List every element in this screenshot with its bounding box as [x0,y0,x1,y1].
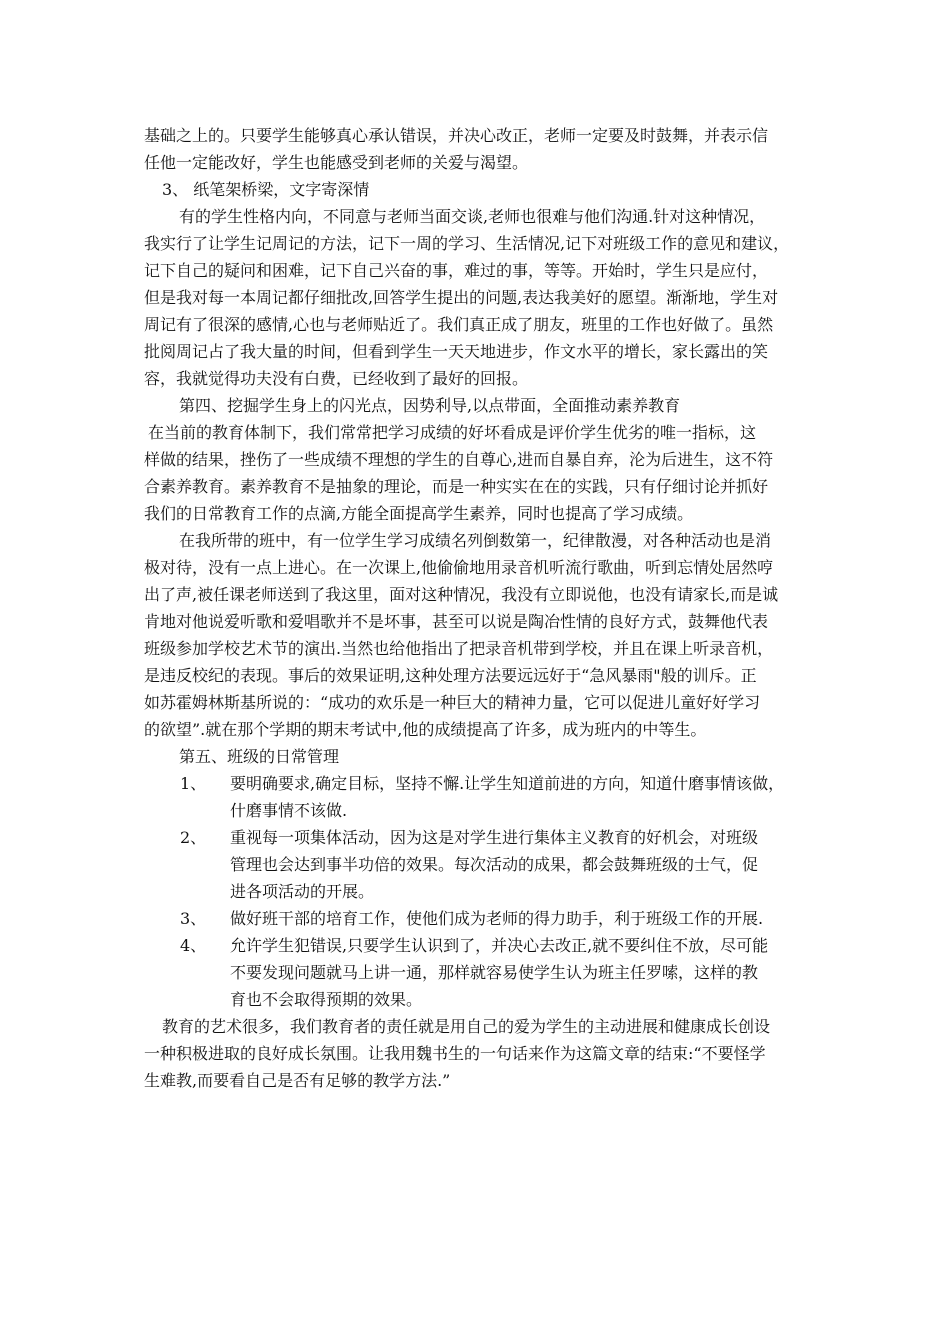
text-line: 做好班干部的培育工作，使他们成为老师的得力助手，利于班级工作的开展. [230,909,764,928]
text-line: 什磨事情不该做. [230,801,348,820]
text-line: 是违反校纪的表现。事后的效果证明,这种处理方法要远远好于“急风暴雨"般的训斥。正 [144,666,757,685]
text-line: 允许学生犯错误,只要学生认识到了，并决心去改正,就不要纠住不放，尽可能 [230,936,769,955]
text-line: 批阅周记占了我大量的时间，但看到学生一天天地进步，作文水平的增长，家长露出的笑 [144,342,769,361]
numbered-list [144,770,822,1013]
text-line: 重视每一项集体活动，因为这是对学生进行集体主义教育的好机会，对班级 [230,828,759,847]
paragraph-1 [144,122,822,176]
section-heading-4: 第四、挖掘学生身上的闪光点，因势利导,以点带面，全面推动素养教育 [179,396,681,415]
list-number: 2、 [180,828,207,847]
list-number: 4、 [180,936,207,955]
list-item [144,824,822,905]
text-line: 班级参加学校艺术节的演出.当然也给他指出了把录音机带到学校，并且在课上听录音机， [144,639,774,658]
list-number: 3、 [180,909,207,928]
paragraph-3 [144,419,822,527]
text-line: 进各项活动的开展。 [230,882,375,901]
paragraph-5 [144,1013,822,1094]
text-line: 在我所带的班中，有一位学生学习成绩名列倒数第一，纪律散漫，对各种活动也是消 [179,531,772,550]
text-line: 教育的艺术很多，我们教育者的责任就是用自己的爱为学生的主动进展和健康成长创设 [162,1017,771,1036]
text-line: 有的学生性格内向，不同意与老师当面交谈,老师也很难与他们沟通.针对这种情况， [179,207,766,226]
text-line: 基础之上的。只要学生能够真心承认错误，并决心改正，老师一定要及时鼓舞，并表示信 [144,126,769,145]
section-heading-3: 3、 纸笔架桥梁，文字寄深情 [162,180,370,199]
paragraph-4 [144,527,822,743]
list-item [144,905,822,932]
paragraph-2 [144,203,822,392]
document-page [144,122,822,1094]
list-number: 1、 [180,774,207,793]
text-line: 记下自己的疑问和困难，记下自己兴奋的事，难过的事，等等。开始时，学生只是应付， [144,261,769,280]
text-line: 的欲望”.就在那个学期的期末考试中,他的成绩提高了许多，成为班内的中等生。 [144,720,707,739]
section-heading-5: 第五、班级的日常管理 [179,747,340,766]
text-line: 容，我就觉得功夫没有白费，已经收到了最好的回报。 [144,369,529,388]
list-item [144,770,822,824]
text-line: 管理也会达到事半功倍的效果。每次活动的成果，都会鼓舞班级的士气，促 [230,855,759,874]
text-line: 出了声,被任课老师送到了我这里，面对这种情况，我没有立即说他，也没有请家长,而是诚 [144,585,779,604]
text-line: 不要发现问题就马上讲一通，那样就容易使学生认为班主任罗嗦，这样的教 [230,963,759,982]
text-line: 任他一定能改好，学生也能感受到老师的关爱与渴望。 [144,153,529,172]
text-line: 合素养教育。素养教育不是抽象的理论，而是一种实实在在的实践，只有仔细讨论并抓好 [144,477,769,496]
text-line: 周记有了很深的感情,心也与老师贴近了。我们真正成了朋友，班里的工作也好做了。虽然 [144,315,774,334]
text-line: 生难教,而要看自己是否有足够的教学方法.” [144,1071,451,1090]
text-line: 要明确要求,确定目标，坚持不懈.让学生知道前进的方向，知道什磨事情该做， [230,774,785,793]
text-line: 在当前的教育体制下，我们常常把学习成绩的好坏看成是评价学生优劣的唯一指标，这 [148,423,757,442]
text-line: 我实行了让学生记周记的方法，记下一周的学习、生活情况,记下对班级工作的意见和建议， [144,234,790,253]
list-item [144,932,822,1013]
text-line: 如苏霍姆林斯基所说的：“成功的欢乐是一种巨大的精神力量，它可以促进儿童好好学习 [144,693,761,712]
text-line: 我们的日常教育工作的点滴,方能全面提高学生素养，同时也提高了学习成绩。 [144,504,694,523]
text-line: 但是我对每一本周记都仔细批改,回答学生提出的问题,表达我美好的愿望。渐渐地，学生对 [144,288,779,307]
text-line: 极对待，没有一点上进心。在一次课上,他偷偷地用录音机听流行歌曲，听到忘情处居然哼 [144,558,774,577]
text-line: 育也不会取得预期的效果。 [230,990,423,1009]
text-line: 样做的结果，挫伤了一些成绩不理想的学生的自尊心,进而自暴自弃，沦为后进生，这不符 [144,450,774,469]
text-line: 肯地对他说爱听歌和爱唱歌并不是坏事，甚至可以说是陶冶性情的良好方式，鼓舞他代表 [144,612,769,631]
text-line: 一种积极进取的良好成长氛围。让我用魏书生的一句话来作为这篇文章的结束:“不要怪学 [144,1044,766,1063]
